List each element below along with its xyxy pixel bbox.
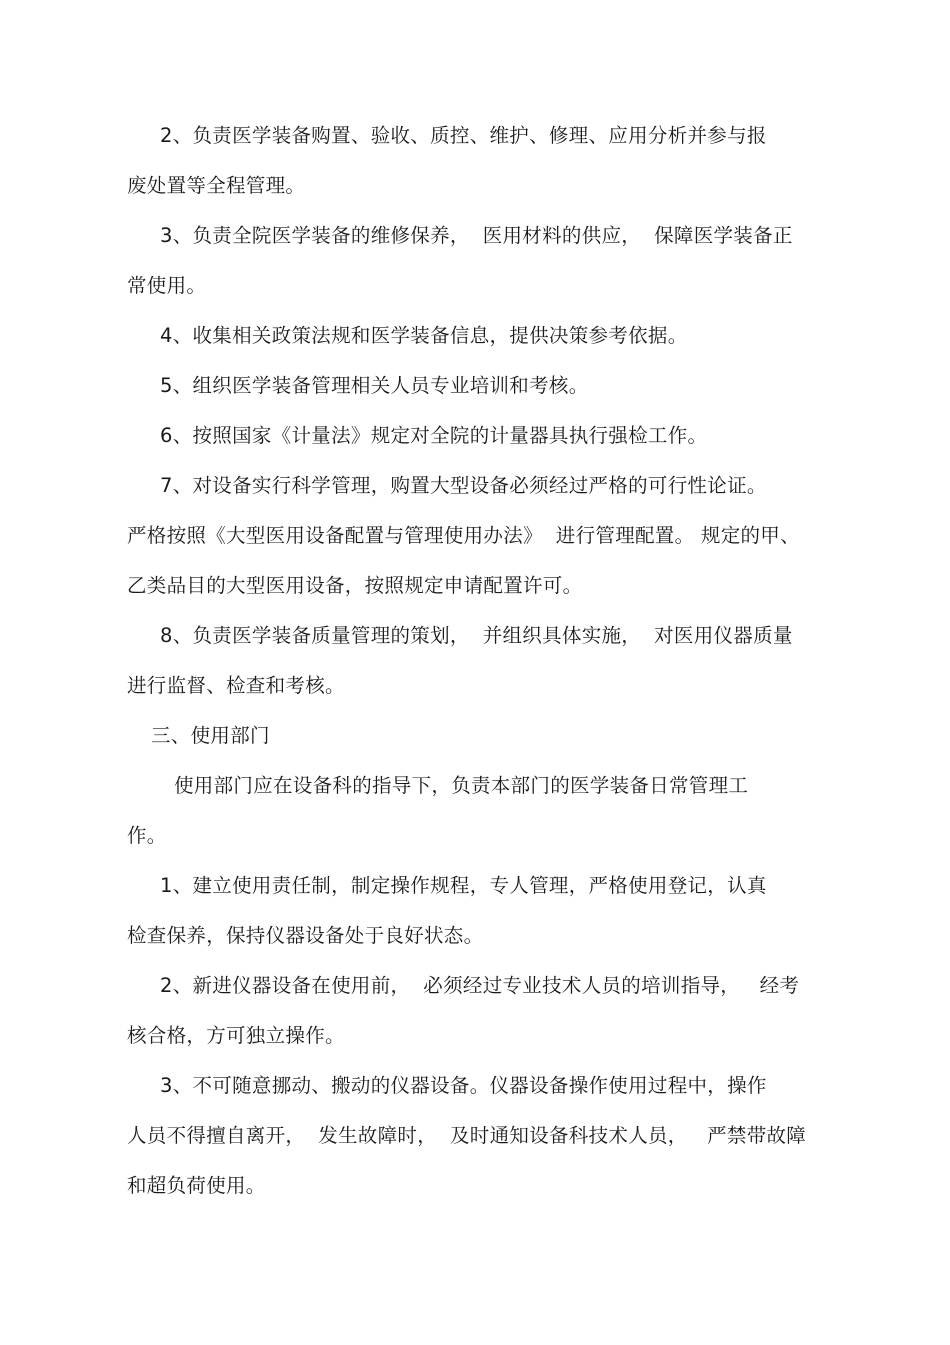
section-intro-line-2: 作。: [127, 824, 167, 847]
item-8-line-1: 8、负责医学装备质量管理的策划， 并组织具体实施， 对医用仪器质量: [160, 624, 793, 647]
usage-item-2-line-1: 2、新进仪器设备在使用前， 必须经过专业技术人员的培训指导， 经考: [160, 974, 800, 997]
item-3-line-1: 3、负责全院医学装备的维修保养， 医用材料的供应， 保障医学装备正: [160, 224, 793, 247]
item-6-line-1: 6、按照国家《计量法》规定对全院的计量器具执行强检工作。: [160, 424, 708, 447]
item-4-line-1: 4、收集相关政策法规和医学装备信息，提供决策参考依据。: [160, 324, 688, 347]
section-intro-line-1: 使用部门应在设备科的指导下，负责本部门的医学装备日常管理工: [174, 774, 749, 797]
usage-item-2-line-2: 核合格，方可独立操作。: [127, 1024, 345, 1047]
usage-item-3-line-2: 人员不得擅自离开， 发生故障时， 及时通知设备科技术人员， 严禁带故障: [127, 1124, 807, 1147]
section-heading-3: 三、使用部门: [151, 724, 270, 747]
item-8-line-2: 进行监督、检查和考核。: [127, 674, 345, 697]
item-7-line-1: 7、对设备实行科学管理，购置大型设备必须经过严格的可行性论证。: [160, 474, 767, 497]
usage-item-3-line-3: 和超负荷使用。: [127, 1174, 266, 1197]
usage-item-3-line-1: 3、不可随意挪动、搬动的仪器设备。仪器设备操作使用过程中，操作: [160, 1074, 767, 1097]
item-2-line-1: 2、负责医学装备购置、验收、质控、维护、修理、应用分析并参与报: [160, 124, 767, 147]
item-7-line-3: 乙类品目的大型医用设备，按照规定申请配置许可。: [127, 574, 583, 597]
item-2-line-2: 废处置等全程管理。: [127, 174, 306, 197]
item-3-line-2: 常使用。: [127, 274, 207, 297]
item-7-line-2: 严格按照《大型医用设备配置与管理使用办法》 进行管理配置。 规定的甲、: [127, 524, 800, 547]
item-5-line-1: 5、组织医学装备管理相关人员专业培训和考核。: [160, 374, 589, 397]
usage-item-1-line-1: 1、建立使用责任制，制定操作规程，专人管理，严格使用登记，认真: [160, 874, 767, 897]
usage-item-1-line-2: 检查保养，保持仪器设备处于良好状态。: [127, 924, 484, 947]
